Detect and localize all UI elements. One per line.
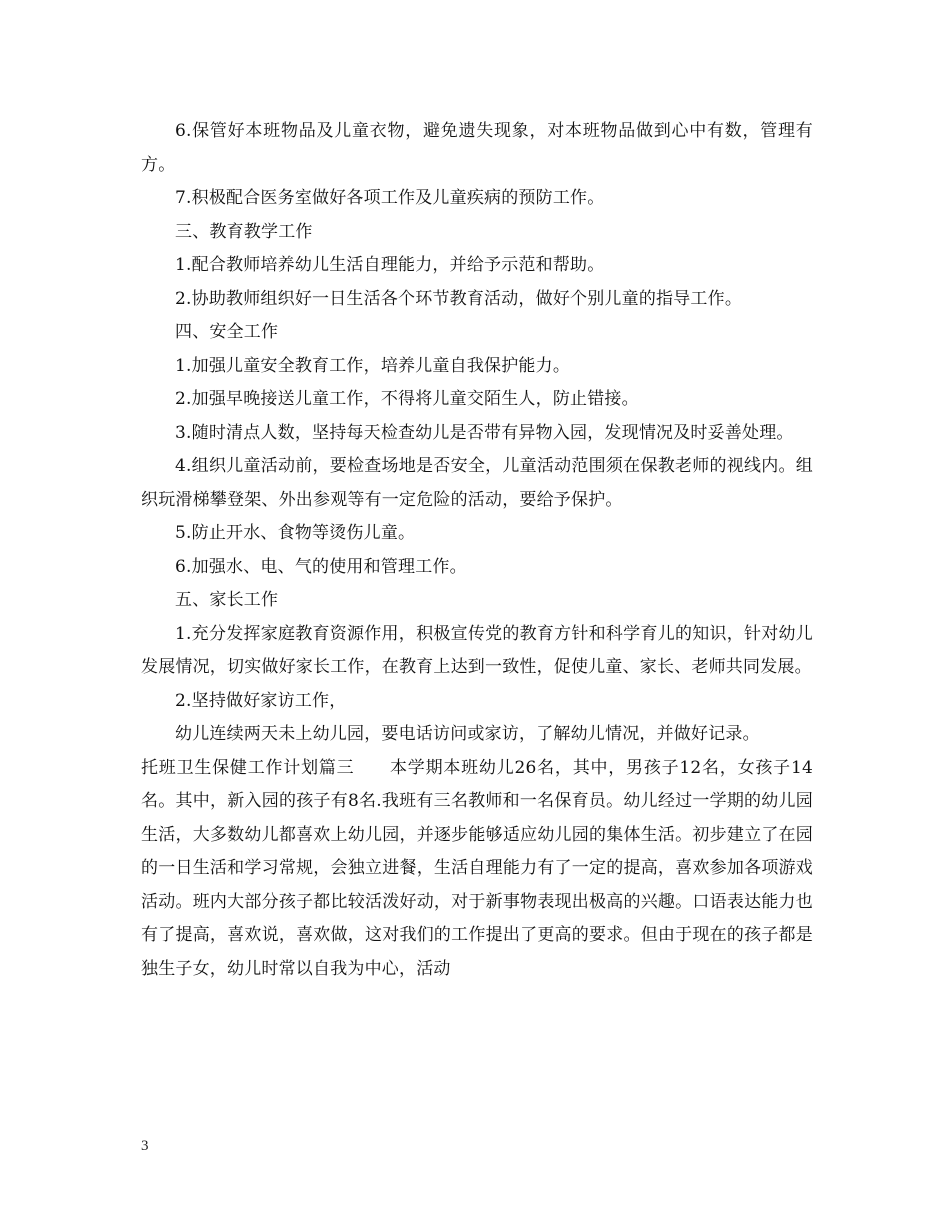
paragraph-teaching-2: 2.协助教师组织好一日生活各个环节教育活动，做好个别儿童的指导工作。	[175, 288, 743, 309]
paragraph-item-6: 6.保管好本班物品及儿童衣物，避免遗失现象，对本班物品做到心中有数，管理有方。	[141, 121, 813, 175]
section-heading-teaching: 三、教育教学工作	[175, 221, 313, 242]
paragraph-item-7: 7.积极配合医务室做好各项工作及儿童疾病的预防工作。	[175, 188, 605, 208]
section-heading-safety: 四、安全工作	[175, 322, 279, 342]
paragraph-teaching-1: 1.配合教师培养幼儿生活自理能力，并给予示范和帮助。	[175, 255, 605, 275]
paragraph-safety-5: 5.防止开水、食物等烫伤儿童。	[175, 523, 416, 543]
paragraph-safety-4: 4.组织儿童活动前，要检查场地是否安全，儿童活动范围须在保教老师的视线内。组织玩滑梯攀登架、外出参观等有一定危险的活动，要给予保护。	[141, 456, 813, 510]
paragraph-parents-1: 1.充分发挥家庭教育资源作用，积极宣传党的教育方针和科学育儿的知识，针对幼儿发展情况，切实做好家长工作，在教育上达到一致性，促使儿童、家长、老师共同发展。	[141, 623, 813, 677]
page-number: 3	[141, 1138, 149, 1154]
paragraph-safety-1: 1.加强儿童安全教育工作，培养儿童自我保护能力。	[175, 355, 571, 376]
paragraph-home-visit: 幼儿连续两天未上幼儿园，要电话访问或家访，了解幼儿情况，并做好记录。	[175, 724, 760, 744]
paragraph-safety-6: 6.加强水、电、气的使用和管理工作。	[175, 556, 467, 577]
section-heading-parents: 五、家长工作	[175, 590, 279, 610]
page-body	[141, 115, 813, 986]
paragraph-safety-2: 2.加强早晚接送儿童工作，不得将儿童交陌生人，防止错接。	[175, 389, 639, 409]
paragraph-plan-part-three: 托班卫生保健工作计划篇三 本学期本班幼儿26名，其中，男孩子12名，女孩子14名。其中，新入园的孩子有8名.我班有三名教师和一名保育员。幼儿经过一学期的幼儿园生活，大多数幼儿都喜欢上幼儿园，并逐步能够适应幼儿园的集体生活。初步建立了在园的一日生活和学习常规，会独立进餐，生活自理能力有了一定的提高，喜欢参加各项游戏活动。班内大部分孩子都比较活泼好动，对于新事物表现出极高的兴趣。口语表达能力也有了提高，喜欢说，喜欢做，这对我们的工作提出了更高的要求。但由于现在的孩子都是独生子女，幼儿时常以自我为中心，活动	[141, 757, 813, 979]
paragraph-parents-2: 2.坚持做好家访工作，	[175, 690, 347, 711]
paragraph-safety-3: 3.随时清点人数，坚持每天检查幼儿是否带有异物入园，发现情况及时妥善处理。	[175, 422, 794, 443]
